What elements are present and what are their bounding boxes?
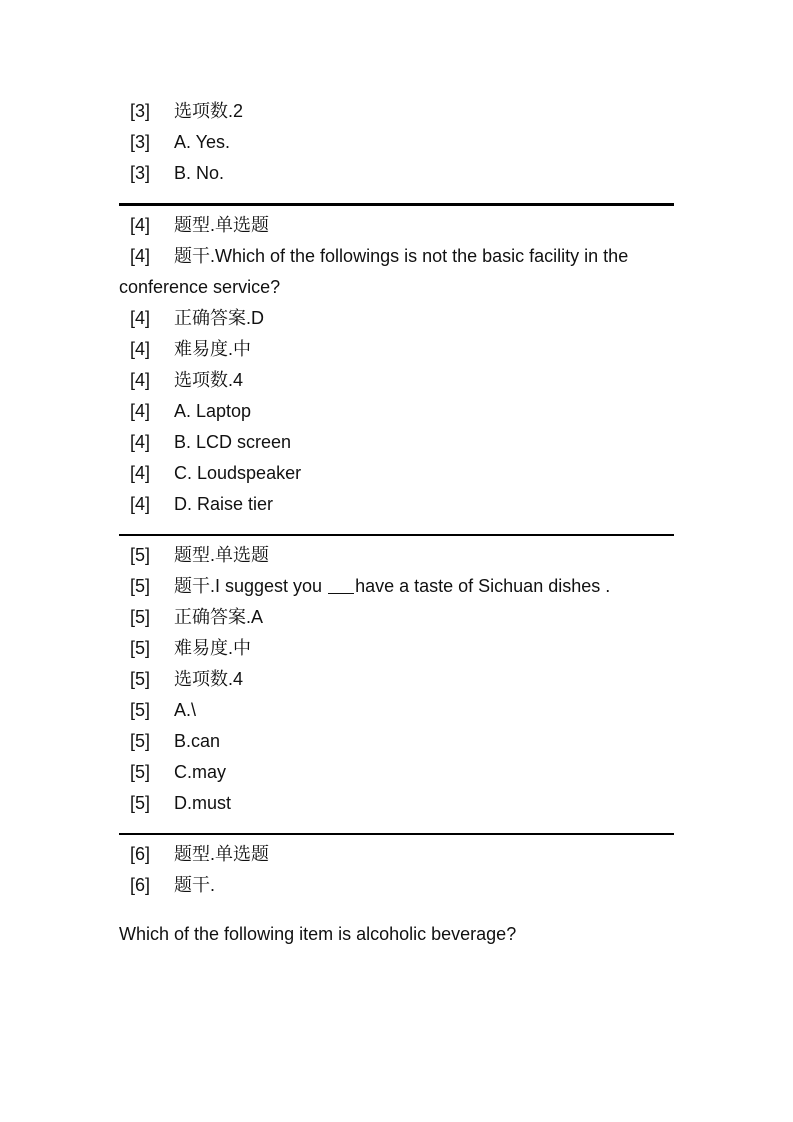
- question-tag: [4]: [130, 432, 151, 452]
- question-tag: [6]: [130, 844, 151, 864]
- question-block-6: [119, 839, 674, 950]
- document-page: [119, 96, 674, 950]
- question-block-4: [119, 210, 674, 520]
- difficulty-line: [119, 633, 674, 664]
- question-tag: [4]: [130, 246, 151, 266]
- question-stem-line: [119, 571, 674, 602]
- correct-answer: 正确答案.D: [174, 308, 264, 328]
- option-count: 选项数.2: [174, 101, 244, 121]
- option-count-line: [119, 365, 674, 396]
- question-stem-line: [119, 870, 674, 901]
- option-text: A. Laptop: [174, 401, 252, 421]
- question-tag: [3]: [130, 163, 151, 183]
- answer-line: [119, 303, 674, 334]
- question-tag: [4]: [130, 494, 151, 514]
- question-tag: [5]: [130, 669, 151, 689]
- question-tag: [5]: [130, 793, 151, 813]
- question-block-5: [119, 540, 674, 819]
- question-tag: [5]: [130, 607, 151, 627]
- question-stem: 题干.: [174, 875, 216, 895]
- option-line: [119, 127, 674, 158]
- question-stem: 题干.Which of the followings is not the basic facility in the conference service?: [119, 246, 629, 297]
- question-tag: [4]: [130, 401, 151, 421]
- question-block-3: [119, 96, 674, 189]
- option-line: [119, 427, 674, 458]
- option-count-line: [119, 664, 674, 695]
- question-tag: [5]: [130, 576, 151, 596]
- option-line: [119, 396, 674, 427]
- option-line: [119, 695, 674, 726]
- option-line: [119, 158, 674, 189]
- question-tag: [5]: [130, 638, 151, 658]
- option-line: [119, 458, 674, 489]
- question-tag: [4]: [130, 339, 151, 359]
- question-tag: [4]: [130, 370, 151, 390]
- option-text: B. No.: [174, 163, 225, 183]
- option-count: 选项数.4: [174, 669, 244, 689]
- option-text: A.\: [174, 700, 197, 720]
- question-stem-end: have a taste of Sichuan dishes .: [355, 576, 611, 596]
- question-tag: [5]: [130, 700, 151, 720]
- difficulty-line: [119, 334, 674, 365]
- question-tag: [3]: [130, 101, 151, 121]
- option-text: A. Yes.: [174, 132, 231, 152]
- question-stem-start: 题干.I suggest you: [174, 576, 328, 596]
- question-type: 题型.单选题: [174, 545, 270, 565]
- question-type-line: [119, 839, 674, 870]
- question-tag: [6]: [130, 875, 151, 895]
- question-text: Which of the following item is alcoholic beverage?: [119, 924, 517, 944]
- option-text: B. LCD screen: [174, 432, 292, 452]
- question-tag: [4]: [130, 463, 151, 483]
- question-tag: [5]: [130, 731, 151, 751]
- correct-answer: 正确答案.A: [174, 607, 264, 627]
- option-count-line: [119, 96, 674, 127]
- option-count: 选项数.4: [174, 370, 244, 390]
- option-line: [119, 489, 674, 520]
- difficulty: 难易度.中: [174, 339, 252, 359]
- question-tag: [5]: [130, 762, 151, 782]
- option-text: B.can: [174, 731, 221, 751]
- question-tag: [3]: [130, 132, 151, 152]
- option-line: [119, 788, 674, 819]
- answer-line: [119, 602, 674, 633]
- fill-in-blank: [328, 577, 354, 594]
- option-text: C.may: [174, 762, 227, 782]
- question-type-line: [119, 210, 674, 241]
- question-tag: [5]: [130, 545, 151, 565]
- question-type: 题型.单选题: [174, 844, 270, 864]
- question-type-line: [119, 540, 674, 571]
- question-tag: [4]: [130, 308, 151, 328]
- option-text: D.must: [174, 793, 232, 813]
- question-tag: [4]: [130, 215, 151, 235]
- option-line: [119, 726, 674, 757]
- question-type: 题型.单选题: [174, 215, 270, 235]
- option-text: D. Raise tier: [174, 494, 274, 514]
- option-line: [119, 757, 674, 788]
- option-text: C. Loudspeaker: [174, 463, 302, 483]
- difficulty: 难易度.中: [174, 638, 252, 658]
- question-stem-line: [119, 241, 674, 303]
